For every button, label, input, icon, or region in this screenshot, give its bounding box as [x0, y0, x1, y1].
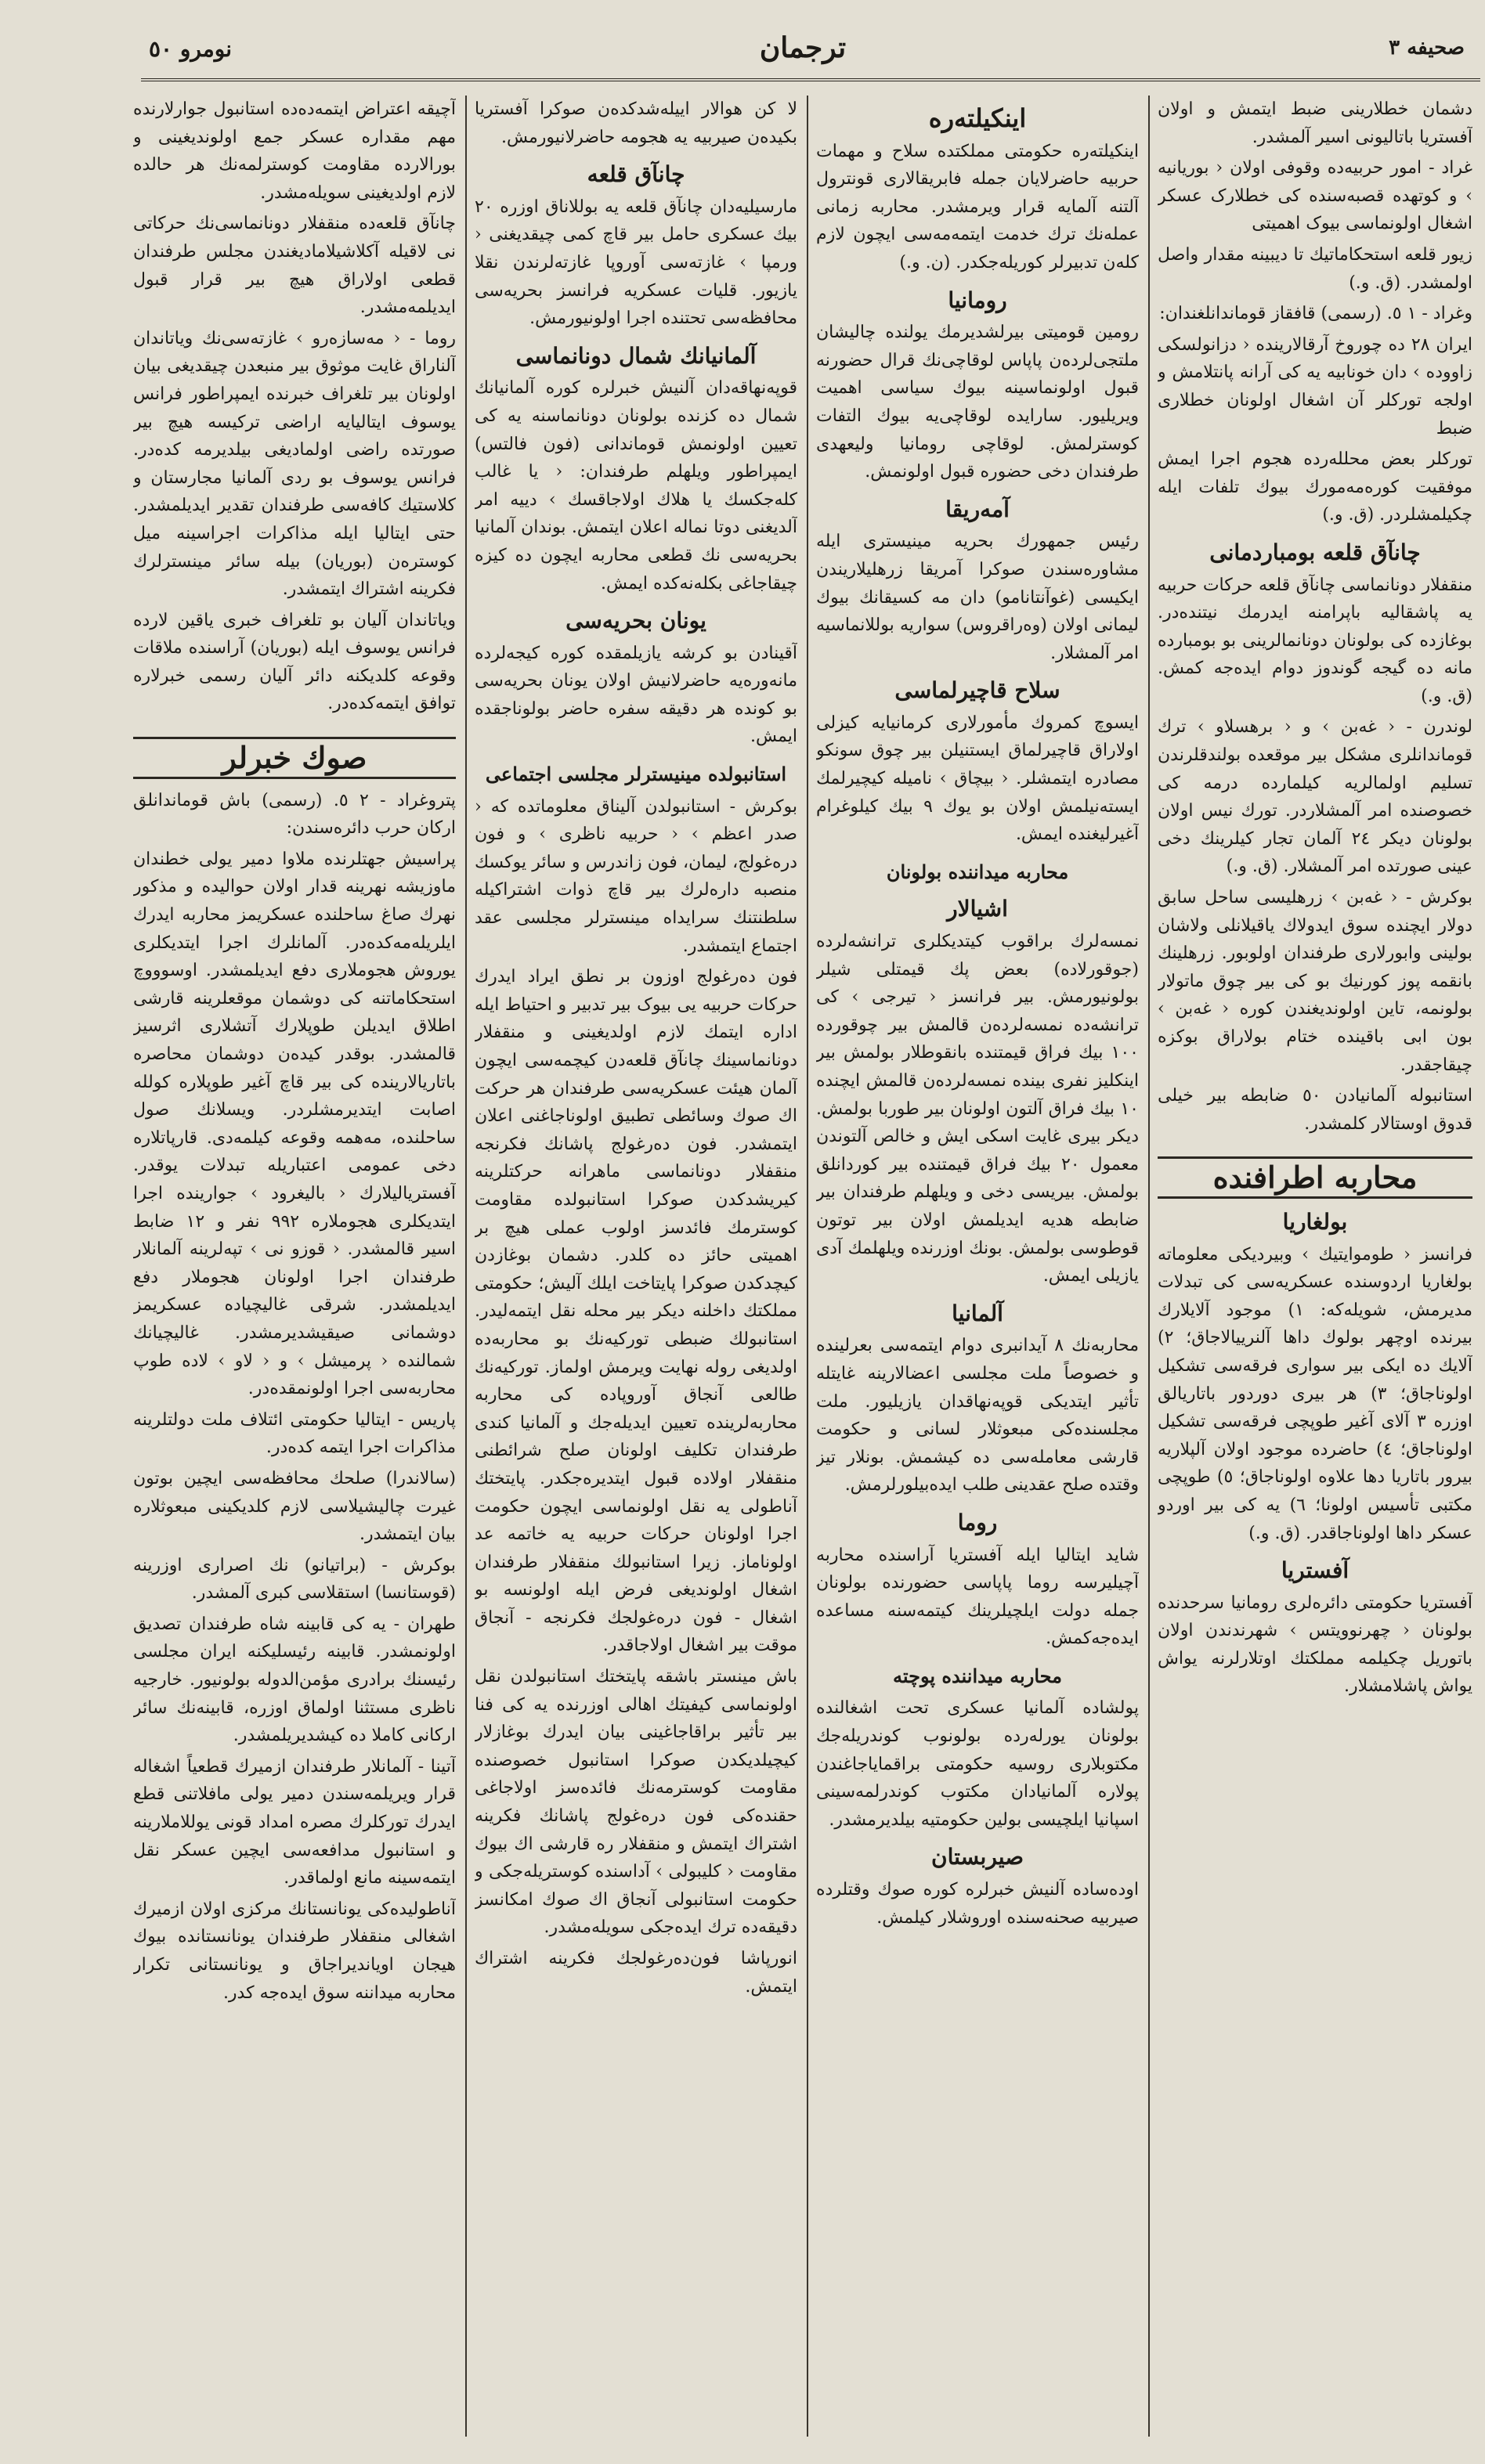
article-paragraph: شاید ایتاليا ايله آفستريا آراسنده محاربه آچیلیرسه روما پاپاسی حضورنده بولونان جمله دولت ایلچیلرینك کیتمه‌سنه مساعده ایده‌جه‌کمش. [816, 1545, 1139, 1649]
column-4 [133, 96, 456, 2437]
article-paragraph: طهران - یه کی قابینه شاه طرفندان تصدیق اولونمشدر. قابینه رئیسلیکنه ایران مجلسى رئیسنك برادرى مؤمن‌الدوله بولونیور. خارجیه ناظری مستثنا اولماق اوزره، قابینه‌نك سائر ارکانی کاملا ده کیشدیریلمشدر. [133, 1614, 456, 1746]
section-heading: چانآق قلعه [587, 161, 685, 188]
article-paragraph: آچیقه اعتراض ایتمه‌ده‌ده استانبول جوارلارنده مهم مقداره عسکر جمع اولوندیغینی و بورالارده مقاومت کوسترلمه‌نك هر حالده لازم اولدیغینی سویله‌مشدر. [133, 99, 456, 203]
article-paragraph: بوكرش - ‹ غه‌بن › زرهلیسی ساحل سابق دولار ایچنده سوق ايدولاك ياقيلانلی ولاشان بولینی وابورلاری طرفندان اولوبور. زرهلینك بانقمه پوز كورنیك بو کی بیر چوق ماتولار بولونمه، تاین اولوندیغندن کوره ‹ غه‌بن › بون ابی باقینده ختام بولاراق بوکزه چیقاجقدر. [1158, 888, 1472, 1075]
section-heading: محاربه میداننده پوچته [893, 1664, 1062, 1687]
article-paragraph: وياتاندان آلیان بو تلغراف خبرى یاقین لارده فرانس یوسوف ایله (بوریان) آراسنده ملاقات وقوعه کلدیکنه دائر آلیان رسمی خبرلاره توافق ایتمه‌کده‌در. [133, 610, 456, 714]
article-paragraph: رئیس جمهورك بحريه مينيسترى ايله مشاوره‌سندن صوكرا آمريقا زرهليلاريندن ایکیسی (غوآنتانامو) دان مه کسيقانك بيوك ليمانى اولان (وه‌راقروس) سواريه بوللانماسيه امر آلمشلار. [816, 532, 1139, 663]
main-section-heading: محاربه اطرافنده [1158, 1156, 1472, 1199]
column-divider [1148, 96, 1150, 2437]
section-heading: آمه‌ريقا [945, 496, 1010, 522]
article-paragraph: آناطولیده‌کی یونانستانك مرکزی اولان ازمیرك اشغالی منقفلار طرفندان یونانستانده بیوك هیجان اویاندیراجاق و یونانستانی تکرار محاربه میداننه سوق ایده‌جه کدر. [133, 1899, 456, 2003]
article-paragraph: ایران ۲۸ ده چوروخ آرقالارینده ‹ دزانولسكى زاووده › دان خونابيه يه کی آرانه پانتلامش و اولجه تورکلر آن اشغال اولونان خطلارى ضبط [1158, 334, 1472, 438]
article-paragraph: تورکلر بعض محلله‌رده هجوم اجرا ایمش موفقیت کوره‌مه‌مورك بيوك تلفات ایله چکيلمشلردر. (ق. و.) [1158, 449, 1472, 525]
section-heading: محاربه میداننده بولونان [886, 860, 1069, 883]
section-heading: رومانيا [948, 287, 1007, 313]
section-heading: آلمانيا [952, 1300, 1003, 1326]
article-paragraph: بوکرش - استانبولدن آلیناق معلوماتده که ‹ صدر اعظم › ‹ حربیه ناظرى › و فون دره‌غولج، لیمان، فون زاندرس و سائر یوکسك منصبه داره‌لرك بیر قاچ ذوات اشتراکیله سلطنتنك سرایداه مینسترلر مجلسى عقد اجتماع ایتمشدر. [475, 796, 797, 956]
page-number-label: صحيفه ٣ [1389, 36, 1465, 60]
article-paragraph: آفستريا حکومتى دائره‌لرى رومانيا سرحدنده بولونان ‹ چهرنوويتس › شهرندندن اولان باتوريل چكيلمه مملكتك اوتلارلرنه يواش يواش پاشلامشلار. [1158, 1593, 1472, 1697]
article-paragraph: پتروغراد - ۲ ٥. (رسمی) باش قوماندانلق اركان حرب دائره‌سندن: [133, 790, 456, 839]
article-paragraph: ايسوچ کمروك مأمورلارى کرمانيايه کیزلی اولاراق قاچیرلماق ایستنیلن بیر چوق سونکو مصادره ایتمشلر. ‹ بیچاق › نامیله کیچیرلمك ایسته‌نیلمش اولان بو یوك ۹ بیك کیلوغرام آغیرلیغنده ایمش. [816, 713, 1139, 845]
section-heading: اشيالار [947, 896, 1008, 922]
article-paragraph: زیور قلعه استحکاماتيك تا ديبينه مقدار واصل اولمشدر. (ق. و.) [1158, 244, 1472, 293]
article-paragraph: پاریس - ایتالیا حکومتى ائتلاف ملت دولتلرینه مذاکرات اجرا ایتمه کده‌در. [133, 1409, 456, 1458]
section-heading: اینکیلته‌ره [928, 103, 1027, 133]
article-paragraph: نمسه‌لرك براقوب کیتدیکلرى ترانشه‌لرده (جوقورلاده) بعض پك قيمتلى شيلر بولونيورمش. بیر فرانسز ‹ تیرجی › کی ترانشه‌ده نمسه‌لرده‌ن قالمش بیر چوقورده ۱۰۰ بيك فراق قيمتنده بانقوطلار بولمش بیر اینکلیز نفرى بینده نمسه‌لرده‌ن قالمش ایچنده ۱۰ بيك فراق آلتون اولونان بیر طوربا بولمش. دیکر بیری غایت اسکی ایش و خالص آلتوندن معمول ۲۰ بيك فراق قیمتنده بیر کوردانلق بولمش. بیریسی دخی و ویلهلم طرفندان بیر ضابطه هدیه ایدیلمش اولان بیر توتون قوطوسى بولمش. بونك اوزرنده ویلهلمك آدى یازیلى ایمش. [816, 932, 1139, 1286]
article-paragraph: پولشاده آلمانيا عسکرى تحت اشغالنده بولونان یورله‌رده بولونوب کوندریله‌جك مکتوبلاری روسیه حکومتى براقمایاجاغندن پولاره آلمانيادان مکتوب کوندرلمه‌سینی اسپانیا ایلچیسی بولین حکومتیه بیلدیرمشدر. [816, 1698, 1139, 1830]
section-heading: صيربستان [931, 1844, 1024, 1871]
section-heading: سلاح قاچيرلماسى [894, 677, 1060, 704]
article-paragraph: فون ده‌رغولج اوزون بر نطق ایراد ایدرك حرکات حربيه يى بیوک بیر تدبیر و احتیاط ایله اداره ایتمك لازم اولدیغینی و منقفلار دونانماسینك چانآق قلعه‌دن کیچمه‌سى ایچون آلمان هیئت عسکریه‌سى طرفندان هر حرکت اك صوك وسائطى تطبيق اولوناجاغنى اعلان ایتمشدر. فون ده‌رغولج پاشانك فکرنجه منقفلار دونانماسى ماهرانه حرکتلرینه کیریشدکدن صوکرا استانبولده مقاومت کوسترمك فائدسز اولوب عملى هيچ بر اهمیتی حائز ده کلدر. دشمان بوغازدن کیچدکدن صوکرا پایتاخت ایلك آلیش؛ حکومتى مملكتك داخلنه دیکر بیر محله نقل ایتمه‌لیدر. استانبولك ضبطی تورکيه‌نك بو محاربه‌ده اولدیغى روله نهايت ويرمش اولماز. تورکيه‌نك طالعى آنجاق آوروپاده کى محاربه‌ محاربه‌لرینده تعیین ایدیله‌جك و آلمانيا کندی طرفندان تکلیف اولونان صلح شرائطنى منقفلار اولاده قبول ایتدیره‌جکدر. پایتختك آناطولى يه نقل اولونماسى ایچون حکومت اجرا اولونان حرکات حربيه يه خاتمه عد اولوناماز. زيرا استانبولك منقفلار طرفندان اشغال اولونديغى فرض ایله اولونسه بو اشغال - فون دره‌غولجك فکرنجه - آنجاق موقت بیر اشغال اولاجاقدر. [475, 967, 797, 1656]
article-paragraph: استانبوله آلمانیادن ٥٠ ضابطه بیر خیلی قدوق اوستالار کلمشدر. [1158, 1086, 1472, 1134]
section-heading: آلمانيانك شمال دونانماسى [515, 342, 757, 369]
article-paragraph: انورپاشا فون‌ده‌رغولجك فکرینه اشتراك ایتمش. [475, 1949, 797, 1997]
article-paragraph: اوده‌ساده آلنيش خبرلره کوره صوك وقتلرده صیربیه صحنه‌سنده اوروشلار کیلمش. [816, 1880, 1139, 1928]
column-3 [475, 96, 797, 2437]
article-paragraph: محاربه‌نك ۸ آیدانبرى دوام ایتمه‌سى بعرلینده و خصوصاً ملت مجلسى اعضالارینه غایتله تأثیر ایتدیکى قوپه‌نهاقدان یازیلیور. ملت مجلسنده‌کى مبعوثلار لسانى و حکومت قارشى معامله‌سى ده کیشمش. بونلار تیز وقتده صلح عقدینى طلب ایده‌بیلورلرمش. [816, 1336, 1139, 1495]
article-paragraph: روما - ‹ مه‌سازه‌رو › غازته‌سی‌نك وياتاندان آلناراق غايت موثوق بير منبعدن چيقديغى بيان اولونان بير تلغراف خبرنده ایمپراطور فرانس یوسوف ایتالیایه اراضی ترکیسه هیچ بیر صورتده راضی اولمادیغی بیلدیرمه کده‌در. فرانس یوسوف بو ردی آلمانیا مجارستان و کلاستیك کافه‌سی طرفندان تقدیر ایدیلمشدر. حتی ایتالیا ایله مذاکرات اجراسینه میل کوستره‌ن (بوریان) بیله سائر مینسترلرك فکرینه اشتراك ایتمشدر. [133, 328, 456, 600]
column-divider [465, 96, 467, 2437]
column-2 [816, 96, 1139, 2437]
issue-number-label: نومرو ٥٠ [149, 36, 233, 62]
section-heading: روما [957, 1509, 998, 1535]
article-paragraph: بوکرش - (براتیانو) نك اصرارى اوزرینه (قوستانسا) استقلاسى کبری آلمشدر. [133, 1555, 456, 1604]
article-paragraph: آتینا - آلمانلار طرفندان ازمیرك قطعیاً اشغاله قرار ویریلمه‌سندن دمیر یولی مافلاتنی قطع ایدرك تورکلرك مصره امداد قونی یوللاملارینه و استانبول مدافعه‌سی ایچین عسکر نقل ایتمه‌سینه مانع اولماقدر. [133, 1756, 456, 1889]
article-paragraph: قوپه‌نهاقه‌دان آلنيش خبرلره کوره آلمانيانك شمال ده كزنده بولونان دونانماسنه يه کى تعيين اولونمش قوماندانى (فون فالتس) ایمپراطور ویلهلم طرفندان: ‹ يا غالب کله‌جکسك يا هلاك اولاجاقسك › دیيه امر آلدیغنی دوتا نماله اعلان ایتمش. بوندان آلمانيا بحريه‌سى نك قطعى محاربه ایچون ده کيزه چیقاجاغی بكله‌نه‌كده ایمش. [475, 378, 797, 593]
article-paragraph: پراسیش جهتلرنده ملاوا دمیر یولی خطندان ماوزیشه نهرینه قدار اولان حواليده و مذکور نهرك صاغ ساحلنده عسکریمز محاربه ایدرك ایلریله‌مه‌کده‌در. آلمانلرك اجرا ایتدیکلرى یوروش هجوملارى دفع ایدیلمشدر. اوسوووچ استحکاماتنه کى دوشمان موقعلرینه قارشی اطلاق ایدیلن طوپلارك آتشلارى اثرسیز قالمشدر. بوقدر کیده‌ن دوشمان محاصره باتاريالارینده کی بیر قاچ آغیر طوپلاره کولله اصابت ایتدیرمشلردر. ويسلانك صول ساحلنده، مه‌همه وقوعه کیلمه‌دی. قارپاتلاره دخى عمومی اعتباریله تبدلات یوقدر. آفستريالیلارك ‹ بالیغرود › جوارینده اجرا ایتدیکلری هجوملاره ۹۹۲ نفر و ۱۲ ضابط اسیر قالمشدر. ‹ قوزو نی › تپه‌لرینه آلمانلار طرفندان اجرا اولونان هجوملار دفع ایدیلمشدر. شرقى غالیچیاده عسکریمز دوشمانى صیقیشدیرمشدر. غالیچیانك شمالنده ‹ پرمیشل › و ‹ لاو › لاده طوپ محاربه‌سى اجرا اولونمقده‌در. [133, 849, 456, 1399]
article-paragraph: لوندرن - ‹ غه‌بن › و ‹ برهسلاو › ترك قوماندانلرى مشكل بير موقعده بولندقلرندن تسلیم اولمالریه کیلمارده درمه کی خصوصنده امر آلمشلاردر. تورك نیس اولان بولونان دیکر ۲٤ آلمان تجار کیلرینك دخی عینی صورتده امر آلمشلار. (ق. و.) [1158, 717, 1472, 877]
article-paragraph: مارسيليه‌دان چانآق قلعه يه بوللاناق اوزره ۲۰ بيك عسكرى حامل بير قاچ کمى چيقديغنى ‹ ورمپا › غازته‌سى آوروپا غازته‌لرندن نقلا يازيور. قليات عسکريه فرانسز بحريه‌سى محافظه‌سى تحتنده اجرا اولونيورمش. [475, 197, 797, 329]
article-paragraph: فرانسز ‹ طوموايتيك › وبيرديكى معلوماته بولغاريا اردوسنده عسکريه‌سی کی تبدلات مدیرمش، شویله‌که: ۱) موجود آلايلارك بیرنده اوچهر بولوك داها آلنرييالاجاق؛ ۲) آلايك ده ایکی بیر سواری فرقه‌سی تشکیل اولوناجاق؛ ۳) هر بيرى دوردور باتاريالق اوزره ۳ آلای آغیر طوپچی فرقه‌سی تشکیل اولوناجاق؛ ٤) حاضرده موجود اولان آلپلاريه بیرور باتاريا دها علاوه اولوناجاق؛ ٥) طوپچی مکتبی تأسیس اولونا؛ ٦) يه کى بير اوردو عسکر داها اولوناجاقدر. (ق. و.) [1158, 1244, 1472, 1543]
article-paragraph: آقينادن بو کرشه یازیلمقده کوره کیجه‌لرده مانه‌وره‌یه حاضرلانیش اولان یونان بحریه‌سی بو کونده هر دقیقه سفره حاضر بولوناجقده ایمش. [475, 643, 797, 747]
newspaper-title: ترجمان [759, 31, 847, 64]
article-paragraph: چانآق قلعه‌ده منقفلار دونانماسی‌نك حرکاتى نى لاقيله آکلاشيلامادیغندن مجلس طرفندان قطعى اولاراق هيچ بیر قرار قبول ایدیلمه‌مشدر. [133, 214, 456, 318]
section-heading: چانآق قلعه بومباردمانى [1209, 539, 1421, 565]
article-paragraph: وغراد - ١ ٥. (رسمی) قافقاز قوماندانلغندان: [1159, 304, 1472, 324]
masthead-rule [141, 78, 1480, 81]
section-heading: بولغاريا [1282, 1208, 1348, 1235]
article-paragraph: منقفلار دونانماسی چانآق قلعه حرکات حربيه يه پاشقاليه باپرامنه ایدرمك نيتنده‌در. بوغازده کی بولونان دونانمالرینی بو بومبارده مانه ده گیجه گوندوز دوام ایده‌جه کمش. (ق. و.) [1158, 575, 1472, 706]
article-paragraph: (سالاندرا) صلحك محافظه‌سى ایچین بوتون غیرت چالیشیلاسی لازم کلدیکینى مبعوثلاره بیان ایتمشدر. [133, 1468, 456, 1545]
article-paragraph: دشمان خطلارینی ضبط ایتمش و اولان آفستريا باتاليونى اسير آلمشدر. [1158, 99, 1472, 147]
column-1 [1158, 96, 1472, 2437]
column-divider [807, 96, 808, 2437]
section-heading: آفستريا [1281, 1557, 1350, 1584]
section-heading: یونان بحریه‌سی [565, 608, 706, 634]
main-section-heading: صوك خبرلر [133, 737, 456, 779]
article-paragraph: غراد - امور حربیه‌ده وقوفی اولان ‹ بوريانيه › و کوتهده قصبه‌سنده کی خطلارک عسکر اشغال اولونماسی بیوک اهمیتی [1158, 158, 1472, 234]
article-paragraph: باش مینستر باشقه پایتختك استانبولدن نقل اولونماسى کیفیتك اهالی اوزرنده يه کى فنا بیر تأثیر براقاجاغینی بیان ایدرك بوغازلار کیچیلدیکدن صوکرا استانبول خصوصنده مقاومت کوسترمه‌نك فائده‌سز اولاجاغى حقنده‌کى فون دره‌غولج پاشانك فکرينه اشتراك ایتمش و منقفلار ره قارشی اك بیوك مقاومت ‹ کلیبولی › آداسنده کوستریله‌جکی و حکومت استانبولی آنجاق اك صوك امکانسز دقیقه‌ده ترك ایده‌جکی سویله‌مشدر. [475, 1667, 797, 1938]
section-heading: استانبولده مینیسترلر مجلسی اجتماعی [485, 763, 787, 786]
masthead [141, 28, 1465, 75]
article-paragraph: اینکیلته‌ره حکومتى مملكتده سلاح و مهمات حربيه حاضرلايان جمله فابريقالارى قونترول آلتنه آلمايه قرار ويرمشدر. محاربه زمانى عمله‌نك ترك خدمت ایتمه‌مه‌سى ایچون لازم کله‌ن تدبیرلر کوریله‌جکدر. (ن. و.) [816, 141, 1139, 272]
article-paragraph: لا کن هوالار ایيله‌شدکده‌ن صوكرا آفستريا بکیده‌ن صیربیه يه هجومه حاضرلانیورمش. [475, 99, 797, 147]
article-paragraph: رومين قوميتى بيرلشديرمك يولنده چاليشان ملتجی‌لرده‌ن پاپاس لوقاچی‌نك قرال حضورنه قبول اولونماسینه بیوك سیاسی اهمیت ویریلیور. سارایده لوقاچی‌یه بیوك التفات کوسترلمش. لوقاچی رومانیا ولیعهدى طرفندان دخی حضوره قبول اولونمش. [816, 323, 1139, 482]
